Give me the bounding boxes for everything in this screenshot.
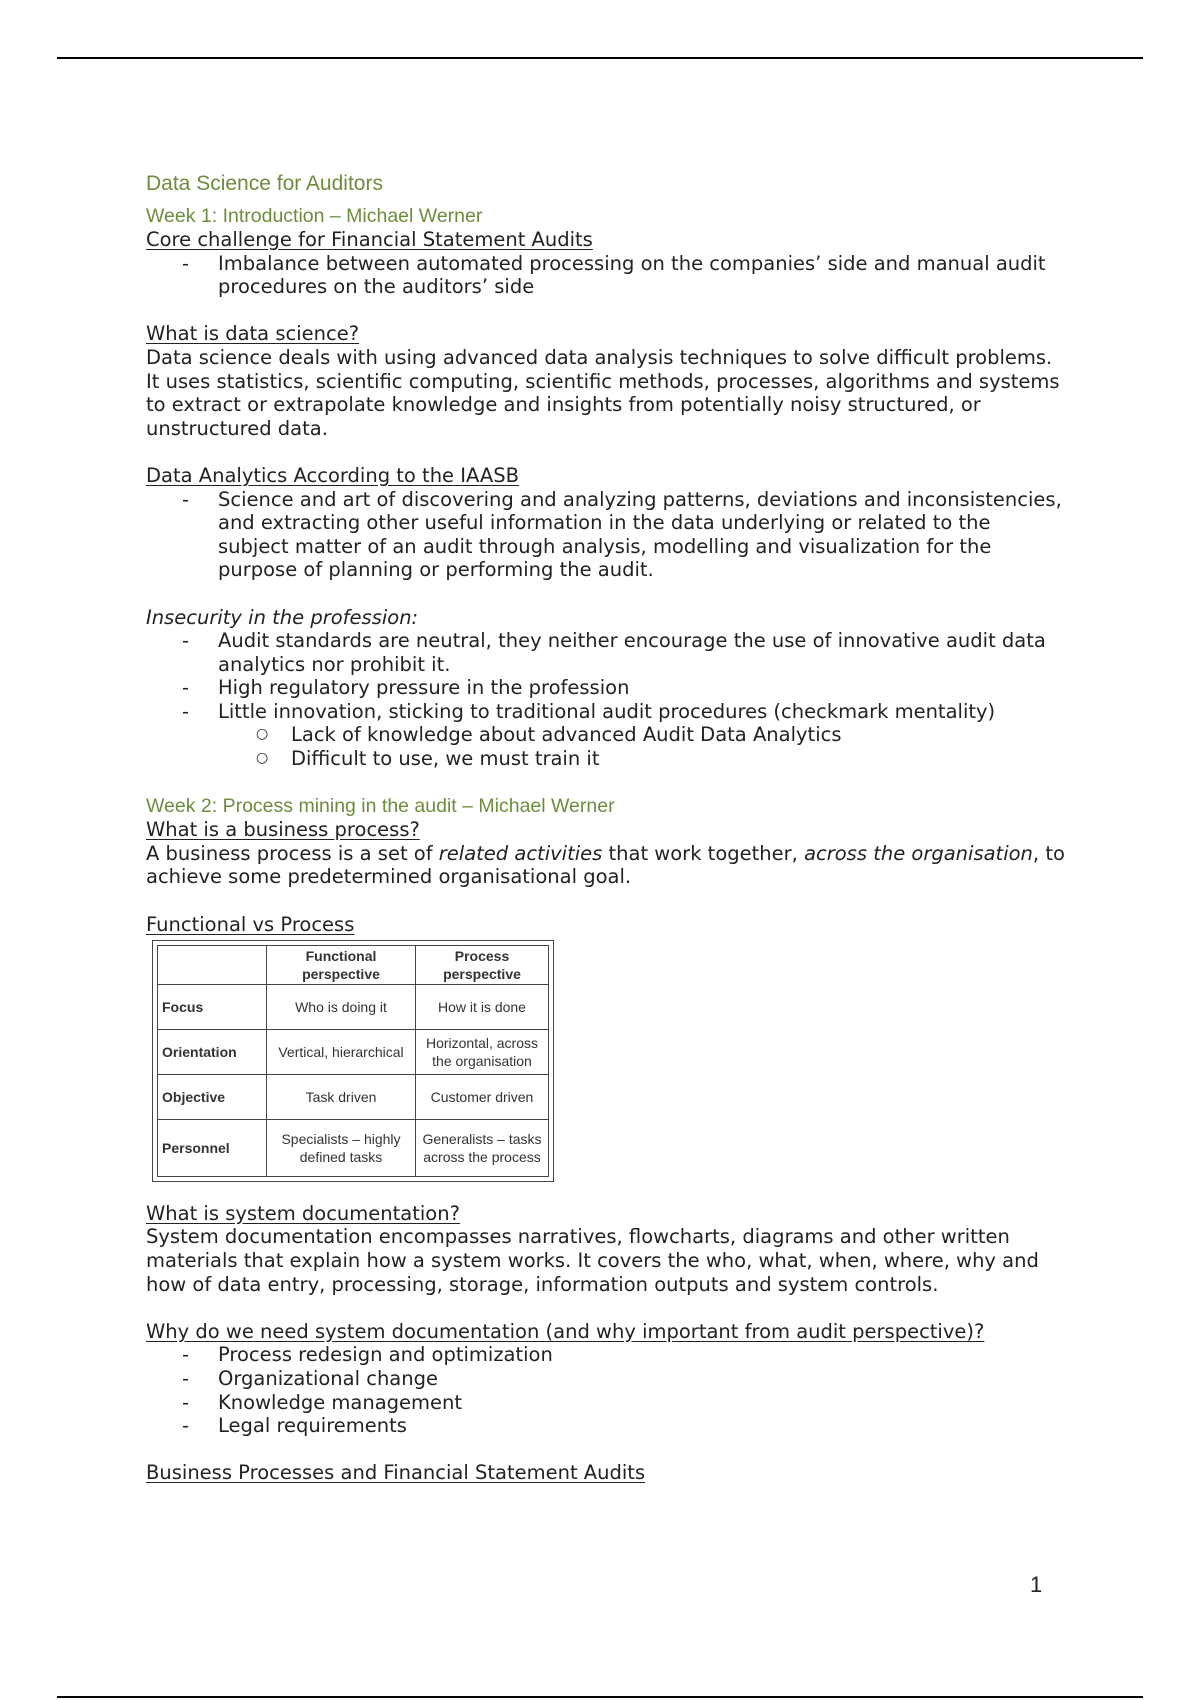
week1-heading: Week 1: Introduction – Michael Werner	[146, 205, 483, 227]
top-rule	[57, 57, 1143, 59]
data-analytics-list	[146, 488, 1066, 582]
table-cell: Vertical, hierarchical	[267, 1030, 416, 1075]
business-process-heading: What is a business process?	[146, 818, 420, 842]
business-processes-fsa-heading: Business Processes and Financial Statement Audits	[146, 1461, 646, 1485]
data-science-paragraph: Data science deals with using advanced data analysis techniques to solve difficult problems. It uses statistics, scientific computing, scientific methods, processes, algorithms and systems to extract or extrapolate knowledge and insights from potentially noisy structured, or unstructured data.	[146, 345, 1060, 440]
core-challenge-heading: Core challenge for Financial Statement Audits	[146, 228, 593, 251]
table-row	[158, 1120, 549, 1177]
table-row-label: Orientation	[158, 1030, 267, 1075]
list-item	[146, 252, 1066, 299]
list-item	[146, 700, 1066, 724]
list-item-text: Legal requirements	[218, 1414, 407, 1438]
table-row-label: Objective	[158, 1075, 267, 1120]
list-item	[146, 1367, 1066, 1391]
dash-bullet: -	[182, 676, 190, 700]
list-item-text: Audit standards are neutral, they neither encourage the use of innovative audit data analytics nor prohibit it.	[218, 629, 1046, 676]
table-cell: Who is doing it	[267, 985, 416, 1030]
list-item-text: Science and art of discovering and analyzing patterns, deviations and inconsistencies, and extracting other useful information in the data underlying or related to the subject matter of an audit through analysis, modelling and visualization for the purpose of planning or performing the audit.	[218, 487, 1062, 582]
table-cell: Specialists – highly defined tasks	[267, 1120, 416, 1177]
table-cell: Generalists – tasks across the process	[416, 1120, 549, 1177]
table-cell: Task driven	[267, 1075, 416, 1120]
list-item	[146, 488, 1066, 582]
business-process-paragraph	[146, 842, 1066, 889]
dash-bullet: -	[182, 1366, 190, 1390]
sub-list-item-text: Lack of knowledge about advanced Audit Data Analytics	[291, 723, 842, 747]
list-item	[146, 629, 1066, 676]
table-header-cell: Process perspective	[416, 946, 549, 985]
list-item-text: High regulatory pressure in the profession	[218, 676, 630, 700]
week2-heading: Week 2: Process mining in the audit – Michael Werner	[146, 795, 615, 818]
insecurity-list	[146, 629, 1066, 723]
data-analytics-heading: Data Analytics According to the IAASB	[146, 463, 519, 487]
insecurity-sublist	[146, 723, 1066, 770]
table-row	[158, 1030, 549, 1075]
dash-bullet: -	[182, 1414, 190, 1438]
list-item	[146, 1391, 1066, 1415]
bp-text-3: , to achieve some predetermined organisational goal.	[146, 841, 1065, 889]
dash-bullet: -	[182, 1343, 190, 1367]
document-title: Data Science for Auditors	[146, 172, 383, 195]
bp-text-1: A business process is a set of	[146, 841, 439, 865]
bottom-rule	[57, 1696, 1143, 1698]
data-science-heading: What is data science?	[146, 322, 360, 346]
list-item-text: Knowledge management	[218, 1390, 463, 1414]
table-header-cell	[158, 946, 267, 985]
table-cell: Customer driven	[416, 1075, 549, 1120]
table-row-label: Focus	[158, 985, 267, 1030]
table-cell: How it is done	[416, 985, 549, 1030]
list-item	[146, 1414, 1066, 1438]
system-documentation-heading: What is system documentation?	[146, 1201, 460, 1225]
comparison-table	[157, 945, 549, 1177]
list-item	[146, 1343, 1066, 1367]
list-item	[146, 676, 1066, 700]
table-row	[158, 985, 549, 1030]
circle-bullet: ○	[256, 750, 269, 767]
system-documentation-paragraph: System documentation encompasses narratives, flowcharts, diagrams and other written materials that explain how a system works. It covers the who, what, when, where, why and how of data entry, processing, storage, information outputs and system controls.	[146, 1225, 1039, 1296]
table-cell: Horizontal, across the organisation	[416, 1030, 549, 1075]
insecurity-heading: Insecurity in the profession:	[146, 605, 419, 629]
table-header-row	[158, 946, 549, 985]
dash-bullet: -	[182, 629, 190, 653]
why-documentation-list	[146, 1343, 1066, 1437]
dash-bullet: -	[182, 487, 190, 511]
comparison-table-frame	[152, 940, 554, 1182]
core-challenge-list	[146, 252, 1066, 299]
sub-list-item	[146, 723, 1066, 747]
list-item-text: Organizational change	[218, 1366, 438, 1390]
why-documentation-heading: Why do we need system documentation (and why important from audit perspective)?	[146, 1319, 985, 1343]
bp-text-2: that work together,	[602, 841, 805, 865]
table-header-cell: Functional perspective	[267, 946, 416, 985]
list-item-text: Process redesign and optimization	[218, 1343, 553, 1367]
sub-list-item-text: Difficult to use, we must train it	[291, 747, 600, 771]
dash-bullet: -	[182, 699, 190, 723]
dash-bullet: -	[182, 251, 190, 275]
list-item-text: Little innovation, sticking to traditional audit procedures (checkmark mentality)	[218, 699, 996, 723]
page-number: 1	[1030, 1572, 1043, 1597]
dash-bullet: -	[182, 1390, 190, 1414]
sub-list-item	[146, 747, 1066, 771]
circle-bullet: ○	[256, 726, 269, 743]
functional-vs-process-heading: Functional vs Process	[146, 912, 355, 936]
bp-italic-1: related activities	[438, 841, 603, 865]
table-row-label: Personnel	[158, 1120, 267, 1177]
document-body	[146, 170, 1066, 1485]
bp-italic-2: across the organisation	[804, 841, 1033, 865]
table-row	[158, 1075, 549, 1120]
list-item-text: Imbalance between automated processing on the companies’ side and manual audit procedures on the auditors’ side	[218, 251, 1046, 299]
